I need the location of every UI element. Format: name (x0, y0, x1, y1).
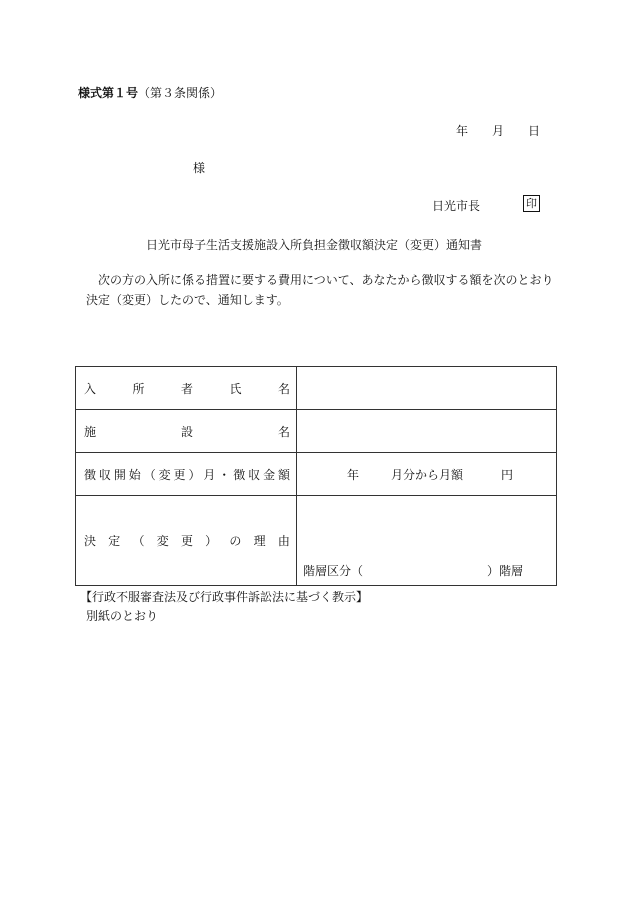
label-char: ・ (218, 467, 231, 482)
value-facility-name[interactable] (297, 410, 557, 453)
amount-year: 年 (347, 467, 360, 482)
value-collection-amount[interactable] (297, 453, 557, 496)
label-char: 徴 (84, 467, 97, 482)
appeal-notice-heading: 【行政不服審査法及び行政事件訴訟法に基づく教示】 (80, 590, 369, 604)
label-char: 金 (263, 467, 276, 482)
label-char: 名 (277, 381, 290, 396)
form-number (78, 84, 222, 101)
label-char: 所 (132, 381, 145, 396)
label-char: （ (143, 467, 156, 482)
label-collection-start (76, 453, 297, 496)
document-title: 日光市母子生活支援施設入所負担金徴収額決定（変更）通知書 (146, 238, 483, 252)
form-number-label: 様式第１号 (78, 86, 139, 100)
label-char: 定 (108, 534, 121, 548)
label-char: 始 (128, 467, 141, 482)
tier-prefix: 階層区分（ (303, 564, 364, 578)
label-char: 施 (84, 424, 97, 439)
label-char: 変 (156, 534, 169, 548)
spread-label (76, 532, 296, 549)
tier-suffix: ）階層 (487, 564, 524, 578)
row-collection-start (76, 453, 557, 496)
row-facility-name (76, 410, 557, 453)
body-line-2: 決定（変更）したので、通知します。 (86, 293, 289, 307)
label-char: 更 (173, 467, 186, 482)
label-facility-name (76, 410, 297, 453)
label-char: （ (132, 534, 145, 548)
label-char: 理 (253, 534, 266, 548)
spread-label (76, 466, 296, 483)
label-char: 徴 (233, 467, 246, 482)
label-char: 変 (158, 467, 171, 482)
label-char: 入 (84, 381, 97, 396)
label-char: 決 (84, 534, 97, 548)
date-day: 日 (528, 124, 541, 138)
spread-label (76, 380, 296, 397)
label-char: 氏 (229, 381, 242, 396)
amount-row (297, 466, 556, 483)
issuer-title: 日光市長 (432, 199, 481, 213)
label-char: 収 (248, 467, 261, 482)
label-resident-name (76, 367, 297, 410)
spread-label (76, 423, 296, 440)
label-char: 開 (113, 467, 126, 482)
amount-yen: 円 (501, 467, 514, 482)
label-char: 収 (98, 467, 111, 482)
document-body (86, 270, 556, 310)
body-line-1: 次の方の入所に係る措置に要する費用について、あなたから徴収する額を次のとおり (98, 273, 554, 287)
row-decision-reason (76, 496, 557, 586)
seal-mark: 印 (523, 195, 540, 212)
label-char: 設 (180, 424, 193, 439)
label-char: ） (205, 534, 218, 548)
label-decision-reason (76, 496, 297, 586)
label-char: ） (188, 467, 201, 482)
appeal-notice-content: 別紙のとおり (86, 609, 159, 623)
tier-classification (303, 562, 523, 579)
recipient-honorific: 様 (193, 161, 206, 175)
notice-table (75, 366, 557, 586)
row-resident-name (76, 367, 557, 410)
label-char: 由 (277, 534, 290, 548)
amount-month-from: 月分から月額 (391, 467, 464, 482)
label-char: 名 (277, 424, 290, 439)
label-char: 更 (180, 534, 193, 548)
value-resident-name[interactable] (297, 367, 557, 410)
label-char: 月 (203, 467, 216, 482)
label-char: 者 (180, 381, 193, 396)
value-decision-reason[interactable] (297, 496, 557, 586)
label-char: 額 (277, 467, 290, 482)
label-char: の (229, 534, 242, 548)
form-reference: （第３条関係） (138, 86, 223, 100)
date-year: 年 (456, 124, 469, 138)
date-month: 月 (492, 124, 505, 138)
